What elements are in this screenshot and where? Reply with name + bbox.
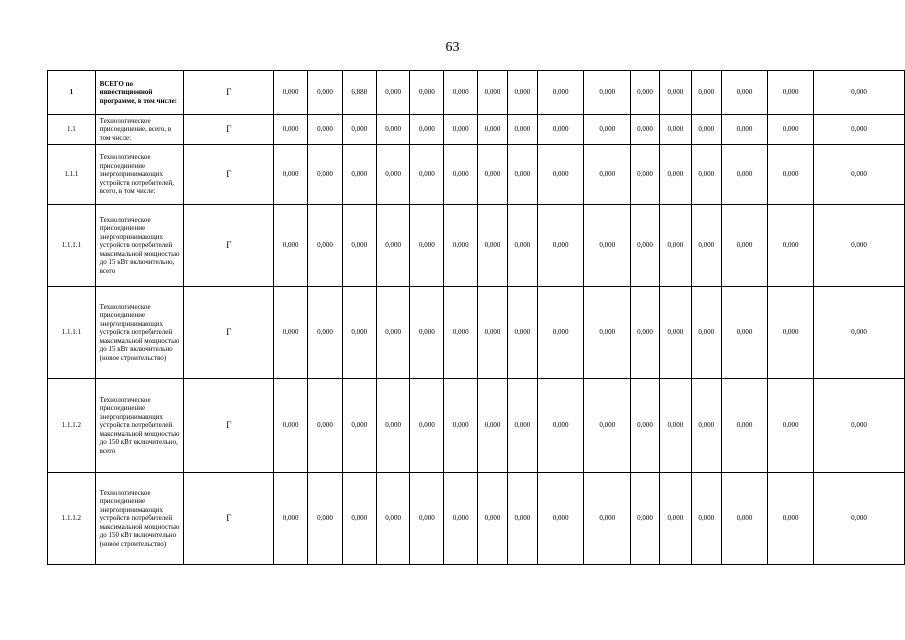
- value-cell: 0,000: [691, 473, 721, 565]
- value-cell: 0,000: [507, 379, 537, 473]
- page-number: 63: [445, 40, 460, 55]
- value-cell: 0,000: [631, 287, 660, 379]
- value-cell: 0,000: [478, 473, 508, 565]
- value-cell: 0,000: [768, 287, 814, 379]
- value-cell: 0,000: [537, 205, 584, 287]
- value-cell: 0,000: [410, 115, 444, 145]
- value-cell: 0,000: [444, 473, 478, 565]
- value-cell: 0,000: [659, 115, 691, 145]
- value-cell: 0,000: [721, 71, 768, 115]
- value-cell: 0,000: [478, 115, 508, 145]
- value-cell: 0,000: [768, 473, 814, 565]
- value-cell: 0,000: [274, 205, 308, 287]
- row-number: 1.1.1: [48, 145, 96, 205]
- value-cell: 0,000: [768, 145, 814, 205]
- row-description: Технологическое присоединение энергопринимающих устройств потребителей максимальной мощностью до 150 кВт включительно, всего: [95, 379, 184, 473]
- value-cell: 0,000: [342, 287, 376, 379]
- value-cell: 0,000: [691, 145, 721, 205]
- value-cell: 0,000: [813, 379, 904, 473]
- value-cell: 0,000: [376, 205, 410, 287]
- value-cell: 0,000: [659, 287, 691, 379]
- value-cell: 0,000: [584, 115, 631, 145]
- value-cell: 0,000: [507, 205, 537, 287]
- value-cell: 0,000: [813, 71, 904, 115]
- value-cell: 0,000: [308, 71, 343, 115]
- value-cell: 0,000: [813, 115, 904, 145]
- value-cell: 0,000: [584, 145, 631, 205]
- value-cell: 0,000: [444, 145, 478, 205]
- value-cell: 0,000: [507, 71, 537, 115]
- value-cell: 0,000: [659, 145, 691, 205]
- row-code: Г: [184, 145, 274, 205]
- row-code: Г: [184, 287, 274, 379]
- value-cell: 0,000: [274, 287, 308, 379]
- table-row: [48, 205, 905, 287]
- table-row: [48, 71, 905, 115]
- value-cell: 0,000: [631, 71, 660, 115]
- value-cell: 0,000: [691, 205, 721, 287]
- value-cell: 0,000: [410, 71, 444, 115]
- table-row: [48, 115, 905, 145]
- value-cell: 0,000: [444, 205, 478, 287]
- value-cell: 0,000: [721, 205, 768, 287]
- value-cell: 0,000: [537, 379, 584, 473]
- value-cell: 0,000: [584, 287, 631, 379]
- value-cell: 0,000: [308, 287, 343, 379]
- investment-table: [47, 70, 905, 565]
- value-cell: 0,000: [342, 115, 376, 145]
- row-code: Г: [184, 205, 274, 287]
- value-cell: 0,000: [659, 473, 691, 565]
- value-cell: 0,000: [274, 71, 308, 115]
- row-description: Технологическое присоединение энергопринимающих устройств потребителей максимальной мощностью до 15 кВт включительно (новое строительство): [95, 287, 184, 379]
- value-cell: 0,000: [659, 205, 691, 287]
- value-cell: 0,000: [768, 205, 814, 287]
- value-cell: 0,000: [537, 115, 584, 145]
- row-description: Технологическое присоединение энергопринимающих устройств потребителей максимальной мощностью до 150 кВт включительно (новое строительство): [95, 473, 184, 565]
- value-cell: 0,000: [444, 115, 478, 145]
- value-cell: 0,000: [410, 287, 444, 379]
- value-cell: 0,000: [537, 287, 584, 379]
- value-cell: 0,000: [376, 71, 410, 115]
- value-cell: 0,000: [537, 473, 584, 565]
- value-cell: 0,000: [691, 287, 721, 379]
- value-cell: 0,000: [478, 287, 508, 379]
- value-cell: 0,000: [308, 115, 343, 145]
- value-cell: 0,000: [721, 473, 768, 565]
- table-row: [48, 145, 905, 205]
- value-cell: 0,000: [584, 205, 631, 287]
- value-cell: 0,000: [308, 473, 343, 565]
- value-cell: 0,000: [631, 115, 660, 145]
- row-number: 1.1.1.1: [48, 287, 96, 379]
- value-cell: 0,000: [274, 473, 308, 565]
- value-cell: 0,000: [342, 145, 376, 205]
- value-cell: 0,000: [768, 379, 814, 473]
- table-body: [48, 71, 905, 565]
- value-cell: 0,000: [721, 379, 768, 473]
- value-cell: 0,000: [507, 287, 537, 379]
- value-cell: 0,000: [507, 473, 537, 565]
- value-cell: 0,000: [274, 379, 308, 473]
- value-cell: 0,000: [376, 473, 410, 565]
- value-cell: 0,000: [507, 115, 537, 145]
- value-cell: 0,000: [813, 473, 904, 565]
- value-cell: 0,000: [584, 379, 631, 473]
- row-code: Г: [184, 473, 274, 565]
- value-cell: 0,000: [537, 71, 584, 115]
- row-code: Г: [184, 379, 274, 473]
- value-cell: 0,000: [478, 71, 508, 115]
- value-cell: 0,000: [584, 71, 631, 115]
- value-cell: 0,000: [659, 71, 691, 115]
- value-cell: 0,000: [813, 205, 904, 287]
- value-cell: 0,000: [631, 473, 660, 565]
- value-cell: 0,000: [274, 115, 308, 145]
- value-cell: 0,000: [444, 71, 478, 115]
- value-cell: 0,000: [721, 115, 768, 145]
- table-row: [48, 473, 905, 565]
- value-cell: 6,888: [342, 71, 376, 115]
- value-cell: 0,000: [444, 379, 478, 473]
- row-number: 1.1.1.2: [48, 379, 96, 473]
- value-cell: 0,000: [478, 145, 508, 205]
- row-number: 1.1.1.1: [48, 205, 96, 287]
- value-cell: 0,000: [478, 379, 508, 473]
- value-cell: 0,000: [308, 205, 343, 287]
- value-cell: 0,000: [721, 287, 768, 379]
- value-cell: 0,000: [768, 71, 814, 115]
- value-cell: 0,000: [691, 379, 721, 473]
- value-cell: 0,000: [410, 473, 444, 565]
- value-cell: 0,000: [631, 379, 660, 473]
- row-description: ВСЕГО по инвестиционной программе, в том числе:: [95, 71, 184, 115]
- value-cell: 0,000: [342, 205, 376, 287]
- value-cell: 0,000: [410, 379, 444, 473]
- value-cell: 0,000: [691, 71, 721, 115]
- value-cell: 0,000: [444, 287, 478, 379]
- value-cell: 0,000: [691, 115, 721, 145]
- value-cell: 0,000: [631, 205, 660, 287]
- value-cell: 0,000: [308, 379, 343, 473]
- value-cell: 0,000: [631, 145, 660, 205]
- value-cell: 0,000: [376, 379, 410, 473]
- row-number: 1.1.1.2: [48, 473, 96, 565]
- value-cell: 0,000: [410, 205, 444, 287]
- value-cell: 0,000: [342, 379, 376, 473]
- value-cell: 0,000: [376, 287, 410, 379]
- row-description: Технологическое присоединение энергопринимающих устройств потребителей, всего, в том числе:: [95, 145, 184, 205]
- value-cell: 0,000: [721, 145, 768, 205]
- row-description: Технологическое присоединение, всего, в том числе:: [95, 115, 184, 145]
- value-cell: 0,000: [813, 145, 904, 205]
- row-number: 1.1: [48, 115, 96, 145]
- value-cell: 0,000: [768, 115, 814, 145]
- table-row: [48, 379, 905, 473]
- row-description: Технологическое присоединение энергопринимающих устройств потребителей максимальной мощностью до 15 кВт включительно, всего: [95, 205, 184, 287]
- value-cell: 0,000: [376, 145, 410, 205]
- row-code: Г: [184, 71, 274, 115]
- value-cell: 0,000: [813, 287, 904, 379]
- value-cell: 0,000: [507, 145, 537, 205]
- value-cell: 0,000: [308, 145, 343, 205]
- row-number: 1: [48, 71, 96, 115]
- value-cell: 0,000: [342, 473, 376, 565]
- table-row: [48, 287, 905, 379]
- row-code: Г: [184, 115, 274, 145]
- value-cell: 0,000: [478, 205, 508, 287]
- value-cell: 0,000: [537, 145, 584, 205]
- value-cell: 0,000: [376, 115, 410, 145]
- value-cell: 0,000: [659, 379, 691, 473]
- value-cell: 0,000: [274, 145, 308, 205]
- value-cell: 0,000: [584, 473, 631, 565]
- value-cell: 0,000: [410, 145, 444, 205]
